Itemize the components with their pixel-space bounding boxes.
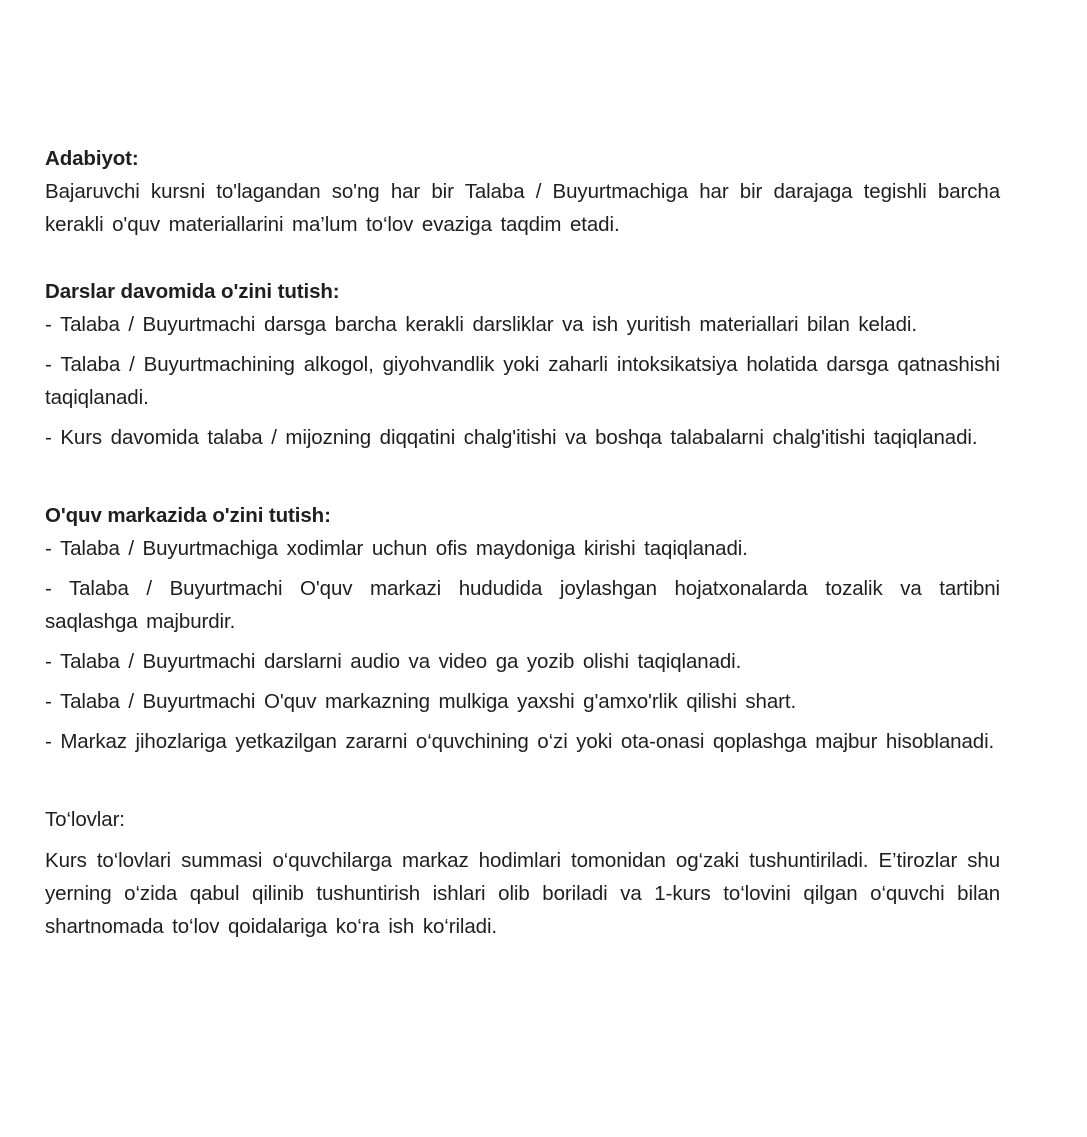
bullet-paragraph: - Talaba / Buyurtmachi O'quv markazning mulkiga yaxshi g'amxo'rlik qilishi shart. bbox=[45, 690, 797, 713]
bullet-paragraph: - Talaba / Buyurtmachi darslarni audio va video ga yozib olishi taqiqlanadi. bbox=[45, 650, 742, 673]
paragraph: Kurs to‘lovlari summasi o‘quvchilarga markaz hodimlari tomonidan og‘zaki tushuntiriladi. E’tirozlar shu yerning o‘zida qabul qilinib tushuntirish ishlari olib boriladi va 1-kurs to‘lovini qilgan o‘quvchi bilan shartnomada to‘lov qoidalariga ko‘ra ish ko‘riladi. bbox=[45, 849, 1000, 938]
section-heading-tolovlar: To‘lovlar: bbox=[45, 808, 125, 831]
bullet-paragraph: - Talaba / Buyurtmachiga xodimlar uchun ofis maydoniga kirishi taqiqlanadi. bbox=[45, 537, 748, 560]
section-tolovlar bbox=[45, 803, 1000, 943]
section-oquv-markazida bbox=[45, 499, 1000, 758]
bullet-paragraph: - Talaba / Buyurtmachining alkogol, giyohvandlik yoki zaharli intoksikatsiya holatida darsga qatnashishi taqiqlanadi. bbox=[45, 353, 1000, 409]
bullet-paragraph: - Kurs davomida talaba / mijozning diqqatini chalg'itishi va boshqa talabalarni chalg'itishi taqiqlanadi. bbox=[45, 426, 978, 449]
section-darslar-davomida bbox=[45, 275, 1000, 454]
bullet-paragraph: - Talaba / Buyurtmachi darsga barcha kerakli darsliklar va ish yuritish materiallari bilan keladi. bbox=[45, 313, 917, 336]
section-heading-adabiyot: Adabiyot: bbox=[45, 147, 139, 170]
section-heading-darslar: Darslar davomida o'zini tutish: bbox=[45, 280, 340, 303]
bullet-paragraph: - Markaz jihozlariga yetkazilgan zararni o‘quvchining o‘zi yoki ota-onasi qoplashga majbur hisoblanadi. bbox=[45, 730, 995, 753]
paragraph: Bajaruvchi kursni to'lagandan so'ng har bir Talaba / Buyurtmachiga har bir darajaga tegishli barcha kerakli o'quv materiallarini ma’lum to‘lov evaziga taqdim etadi. bbox=[45, 180, 1000, 236]
bullet-paragraph: - Talaba / Buyurtmachi O'quv markazi hududida joylashgan hojatxonalarda tozalik va tartibni saqlashga majburdir. bbox=[45, 577, 1000, 633]
section-heading-markaz: O'quv markazida o'zini tutish: bbox=[45, 504, 331, 527]
section-adabiyot bbox=[45, 142, 1000, 241]
